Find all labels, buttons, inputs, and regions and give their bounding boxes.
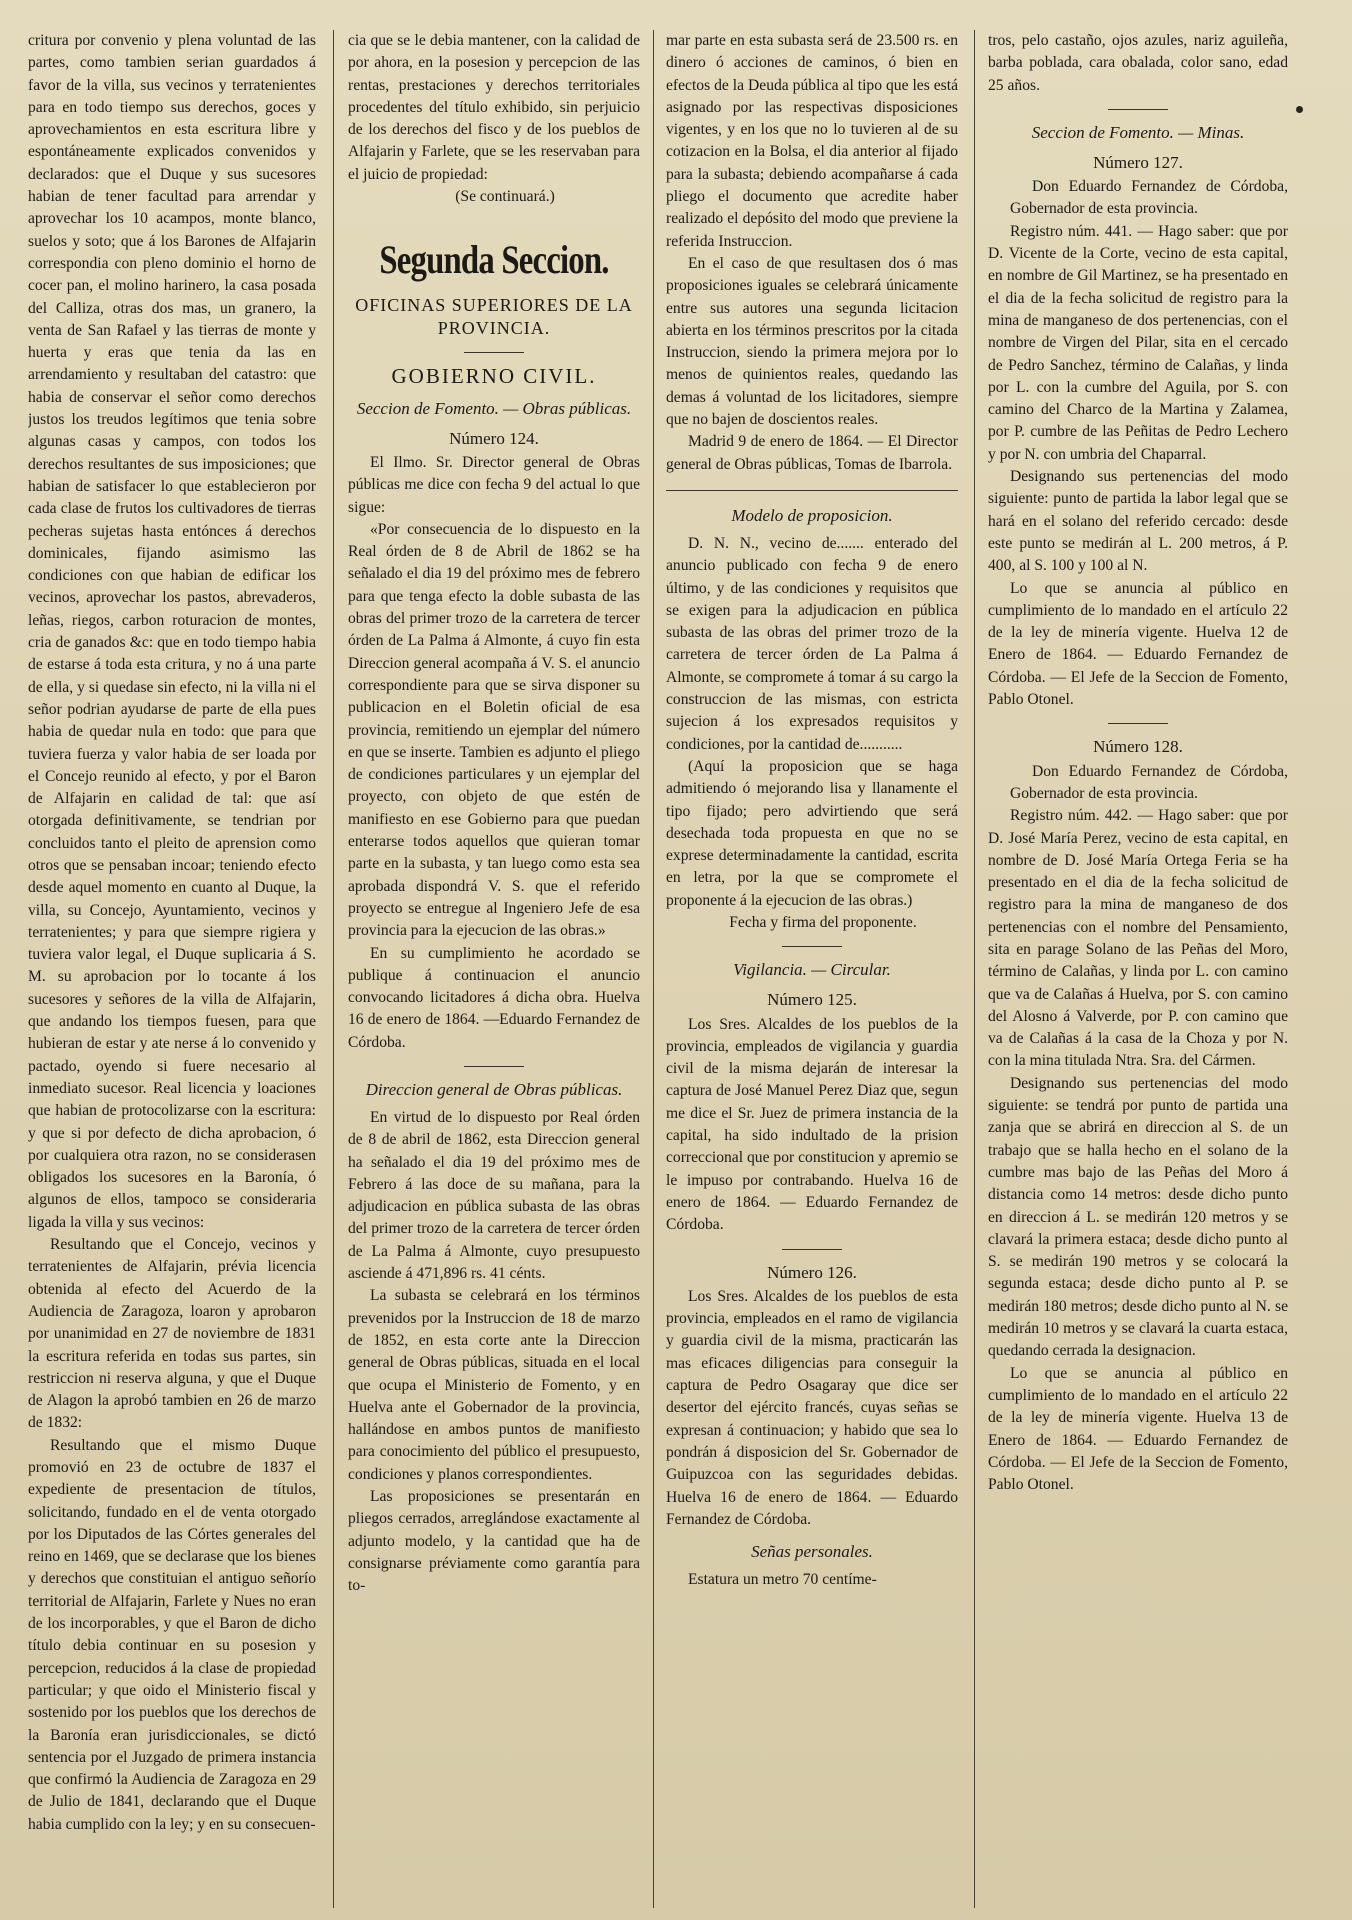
ink-dot — [1296, 106, 1303, 113]
paragraph: D. N. N., vecino de....... enterado del anuncio publicado con fecha 9 de enero último, y de las condiciones y requisitos que se exigen para la adjudicacion en pública subasta de las obras del primer trozo de la carretera de tercer órden de La Palma á Almonte, se compromete á tomar á su cargo la construccion de las mismas, con estricta sujecion á los expresados requisitos y condiciones, por la cantidad de........... — [666, 534, 958, 753]
notice-number: Número 126. — [767, 1262, 857, 1282]
paragraph: (Aquí la proposicion que se haga admitiendo ó mejorando lisa y llanamente el tipo fijado; pero advirtiendo que será desechada toda propuesta en que no se exprese determinadamente la cantidad, escrita en letra, por la que se compromete el proponente á la ejecucion de las obras.) — [666, 757, 958, 909]
office-heading: OFICINAS SUPERIORES DE LA PROVINCIA. — [355, 295, 633, 339]
column-rule — [974, 30, 975, 1908]
notice-number: Número 128. — [1093, 737, 1183, 757]
official-name: Don Eduardo Fernandez de Córdoba, Gobernador de esta provincia. — [1010, 178, 1288, 218]
paragraph: En el caso de que resultasen dos ó mas proposiciones iguales se celebrará únicamente entre sus autores una segunda licitacion abierta en los términos prescritos por la citada Instruccion, siendo la primera mejora por lo menos de quinientos reales, quedando las demas á voluntad de los licitadores, siempre que no bajen de doscientos reales. — [666, 254, 958, 429]
paragraph: Resultando que el Concejo, vecinos y terratenientes de Alfajarin, prévia licencia obtenida al efecto del Acuerdo de la Audiencia de Zaragoza, loaron y aprobaron por unanimidad en 27 de noviembre de 1831 la escritura referida en todas sus partes, sin restriccion ni reserva alguna, y que el Duque de Alagon la aprobó tambien en 26 de marzo de 1832: — [28, 1236, 316, 1432]
paragraph: En virtud de lo dispuesto por Real órden de 8 de abril de 1862, esta Direccion general ha señalado el dia 19 del próximo mes de Febrero á las doce de su mañana, para la adjudicacion en pública subasta de las obras del primer trozo de la carretera de tercer órden de La Palma á Almonte, cuyo presupuesto asciende á 471,896 rs. 41 cénts. — [348, 1108, 640, 1283]
government-heading: GOBIERNO CIVIL. — [391, 364, 597, 389]
notice-number: Número 125. — [767, 990, 857, 1010]
paragraph: Los Sres. Alcaldes de los pueblos de la provincia, empleados de vigilancia y guardia civil de la misma dejarán de interesar la captura de José Manuel Perez Diaz que, segun me dice el Sr. Juez de primera instancia de la capital, ha sido indultado de la prision correccional que por constitucion y apremio se le impuso por contrabando. Huelva 16 de enero de 1864. — Eduardo Fernandez de Córdoba. — [666, 1015, 958, 1234]
divider — [464, 352, 524, 353]
column-rule — [333, 30, 334, 1908]
paragraph: Registro núm. 442. — Hago saber: que por D. José María Perez, vecino de esta capital, en nombre de D. José María Ortega Feria se ha presentado en el dia de la fecha solicitud de registro para la mina de manganeso de dos pertenencias con el nombre del Pensamiento, sita en parage Solano de las Peñas del Moro, término de Calañas, y linda por L. con camino que va de Calañas á Huelva, por S. con camino del Alosno á Valverde, por P. con camino que va de Calañas á la casa de la Choza y por N. con la mina titulada Ntra. Sra. del Cármen. — [988, 807, 1288, 1070]
paragraph: Estatura un metro 70 centíme- — [688, 1571, 877, 1589]
subsection-heading: Seccion de Fomento. — Obras públicas. — [356, 398, 632, 418]
column-2 — [348, 30, 640, 1910]
paragraph: Designando sus pertenencias del modo siguiente: se tendrá por punto de partida una zanja que se abrirá en direccion al S. de un trabajo que se halla hecho en el solano de la cumbre mas bajo de las Peñas del Moro á distancia como 14 metros: desde dicho punto en direccion á L. se medirán 120 metros y se clavará la primera estaca; desde dicho punto al S. se medirán 190 metros y se colocará la segunda estaca; desde dicho punto al P. se medirán 180 metros; desde dicho punto al N. se medirán 10 metros y se clavará la cuarta estaca, quedando cerrada la designacion. — [988, 1074, 1288, 1360]
divider — [464, 1066, 524, 1067]
signature-line: Fecha y firma del proponente. — [729, 913, 917, 931]
column-4 — [988, 30, 1288, 1910]
divider — [666, 490, 958, 491]
paragraph: critura por convenio y plena voluntad de las partes, como tambien serian guardados á favor de la villa, sus vecinos y terratenientes para en todo tiempo sus derechos, goces y aprovechamientos en esta escritura libre y espontáneamente explicados convenidos y declarados: que el Duque y sus sucesores habian de tener facultad para arrendar y aprovechar los 10 acampos, monte blanco, suelos y soto; que á los Barones de Alfajarin correspondia con pleno dominio el horno de cocer pan, el molino harinero, la casa posada del Calliza, otras dos mas, un granero, la venta de San Rafael y las tierras de monte y huerta y eras que tenia da las en arrendamiento y resultaban del catastro: que habia de conservar el señor como derechos justos los treudos legítimos que tenia sobre algunas casas y campos, con todos los derechos resultantes de sus imposiciones; que habian de satisfacer lo que establecieron por cada clase de frutos los cultivadores de tierras pecheras sujetas hasta entónces á derechos dominicales, fijando asimismo las condiciones con que habian de edificar los vecinos, aprovechar los pastos, abrevaderos, leñas, riegos, carbon roturacion de montes, cria de ganados &c: que en todo tiempo habia de estarse á toda esta critura, y no á una parte de ella, y si quedase sin efecto, ni la villa ni el señor podrian ayudarse de parte de ella pues habia de quedar nula en todo: que para que tuviera fuerza y valor habia de ser loada por el Concejo reunido al efecto, y por el Baron de Alfajarin en calidad de tal: que así otorgada definitivamente, se tendrian por concluidos tanto el pleito de aprension como otros que se pensaban incoar; teniendo efecto desde aquel momento en cuanto al Duque, la villa, su Concejo, Ayuntamiento, vecinos y terratenientes; y para que siempre rigiera y tuviera valor legal, el Duque suplicaria á S. M. su aprobacion por lo tocante á los sucesores y señores de la villa de Alfajarin, que andando los tiempos fuesen, para que hubieran de estar y ate nerse á lo convenido y pactado, oyendo si fuere necesario al inmediato sucesor. Real licencia y loaciones que habian de protocolizarse con la escritura: y que si por defecto de dicha aprobacion, ó por cualquiera otra razon, no se considerasen obligados los sucesores en la Baronía, ó algunos de ellos, tampoco se consideraria ligada la villa y sus vecinos: — [28, 32, 316, 1231]
subsection-heading: Señas personales. — [751, 1542, 873, 1562]
paragraph: La subasta se celebrará en los términos prevenidos por la Instruccion de 18 de marzo de 1852, en esta corte ante la Direccion general de Obras públicas, situada en el local que ocupa el Ministerio de Fomento, y en Huelva ante el Gobernador de la provincia, hallándose en ambos puntos de manifiesto para conocimiento del público el presupuesto, condiciones y planos correspondientes. — [348, 1287, 640, 1483]
official-name: Don Eduardo Fernandez de Córdoba, Gobernador de esta provincia. — [1010, 762, 1288, 802]
paragraph: En su cumplimiento he acordado se publique á continuacion el anuncio convocando licitadores á dicha obra. Huelva 16 de enero de 1864. —Eduardo Fernandez de Córdoba. — [348, 944, 640, 1051]
paragraph: Registro núm. 441. — Hago saber: que por D. Vicente de la Corte, vecino de esta capital, en nombre de Gil Martinez, se ha presentado en el dia de la fecha solicitud de registro para la mina de manganeso de dos pertenencias, con el nombre de Virgen del Pilar, sita en el cercado de Pedro Sanchez, término de Calañas, y linda por L. con la cumbre del Aguila, por S. con camino del Charco de la Martina y Zalamea, por P. cumbre de las Peñitas de Pedro Lechero y por N. con umbria del Chaparral. — [988, 222, 1288, 463]
paragraph: Resultando que el mismo Duque promovió en 23 de octubre de 1837 el expediente de presentacion de títulos, solicitando, fundado en el de venta otorgado por los Diputados de las Córtes generales del reino en 1469, que se declarase que los bienes y derechos que constituian el antiguo señorío territorial de Alfajarin, Farlete y Nues no eran de los incorporables, y que el Baron de dicho título debia continuar en su posesion y percepcion, reducidos á la clase de propiedad particular; y que oido el Ministerio fiscal y sostenido por los pueblos que los derechos de la Baronía eran jurisdiccionales, se dictó sentencia por el Juzgado de primera instancia que confirmó la Audiencia de Zaragoza en 29 de Julio de 1841, declarando que el Duque habia cumplido con la ley; y en su consecuen- — [28, 1436, 316, 1833]
paragraph: El Ilmo. Sr. Director general de Obras públicas me dice con fecha 9 del actual lo que sigue: — [348, 453, 640, 516]
paragraph: Los Sres. Alcaldes de los pueblos de esta provincia, empleados en el ramo de vigilancia y guardia civil de la misma, practicarán las mas eficaces diligencias para conseguir la captura de Pedro Osagaray que dice ser desertor del ejército francés, cuyas señas se expresan á continuacion; y habido que sea lo pondrán á disposicion del Sr. Gobernador de Guipuzcoa con las seguridades debidas. Huelva 16 de enero de 1864. — Eduardo Fernandez de Córdoba. — [666, 1287, 958, 1528]
paragraph: mar parte en esta subasta será de 23.500 rs. en dinero ó acciones de caminos, ó bien en efectos de la Deuda pública al tipo que les está asignado por las respectivas disposiciones vigentes, y en los que no lo tuvieren al de su cotizacion en la Bolsa, el dia anterior al fijado para la subasta; debiendo acompañarse á cada pliego el documento que acredite haber realizado el depósito del modo que previene la referida Instruccion. — [666, 32, 958, 250]
paragraph: Designando sus pertenencias del modo siguiente: punto de partida la labor legal que se hará en el solano del referido cercado: desde este punto se medirán al L. 200 metros, á P. 400, al S. 100 y 100 al N. — [988, 468, 1288, 575]
notice-number: Número 127. — [1093, 152, 1183, 172]
column-1 — [28, 30, 316, 1910]
paragraph: tros, pelo castaño, ojos azules, nariz aguileña, barba poblada, cara obalada, color sano, edad 25 años. — [988, 32, 1288, 94]
paragraph: Las proposiciones se presentarán en pliegos cerrados, arreglándose exactamente al adjunto modelo, y la cantidad que ha de consignarse préviamente como garantía para to- — [348, 1488, 640, 1595]
paragraph: Lo que se anuncia al público en cumplimiento de lo mandado en el artículo 22 de la ley de minería vigente. Huelva 12 de Enero de 1864. — Eduardo Fernandez de Córdoba. — El Jefe de la Seccion de Fomento, Pablo Otonel. — [988, 579, 1288, 709]
divider — [782, 946, 842, 947]
column-rule — [653, 30, 654, 1908]
column-3 — [666, 30, 958, 1910]
divider — [1108, 109, 1168, 110]
divider — [782, 1249, 842, 1250]
subsection-heading: Vigilancia. — Circular. — [733, 960, 891, 980]
paragraph: «Por consecuencia de lo dispuesto en la Real órden de 8 de Abril de 1862 se ha señalado el dia 19 del próximo mes de febrero para que tenga efecto la doble subasta de las obras del primer trozo de la carretera de tercer órden de La Palma á Almonte, á cuyo fin esta Direccion general acompaña á V. S. el anuncio correspondiente para que se sirva disponer su publicacion en el Boletin oficial de esa provincia, remitiendo un ejemplar del número en que se inserte. Tambien es adjunto el pliego de condiciones particulares y un ejemplar del proyecto, con objeto de que estén de manifiesto en ese Gobierno para que puedan enterarse todos aquellos que quieran tomar parte en la subasta, y tan luego como esta sea aprobada dispondrá V. S. que el referido proyecto se entregue al Ingeniero Jefe de esa provincia para la ejecucion de las obras.» — [348, 520, 640, 940]
subsection-heading: Seccion de Fomento. — Minas. — [1031, 122, 1245, 142]
notice-number: Número 124. — [449, 428, 539, 448]
subsection-heading: Direccion general de Obras públicas. — [365, 1079, 623, 1099]
paragraph: Lo que se anuncia al público en cumplimiento de lo mandado en el artículo 22 de la ley de minería vigente. Huelva 13 de Enero de 1864. — Eduardo Fernandez de Córdoba. — El Jefe de la Seccion de Fomento, Pablo Otonel. — [988, 1364, 1288, 1494]
paragraph: Madrid 9 de enero de 1864. — El Director general de Obras públicas, Tomas de Ibarrola. — [666, 433, 958, 473]
continuation-note: (Se continuará.) — [455, 188, 555, 206]
paragraph: cia que se le debia mantener, con la calidad de por ahora, en la posesion y percepcion de las rentas, prestaciones y derechos territoriales procedentes del título exhibido, sin perjuicio de los derechos del fisco y de los pueblos de Alfajarin y Farlete, que se les reservaban para el juicio de propiedad: — [348, 32, 640, 183]
divider — [1108, 723, 1168, 724]
subsection-heading: Modelo de proposicion. — [731, 505, 893, 525]
section-title: Segunda Seccion. — [379, 237, 609, 283]
